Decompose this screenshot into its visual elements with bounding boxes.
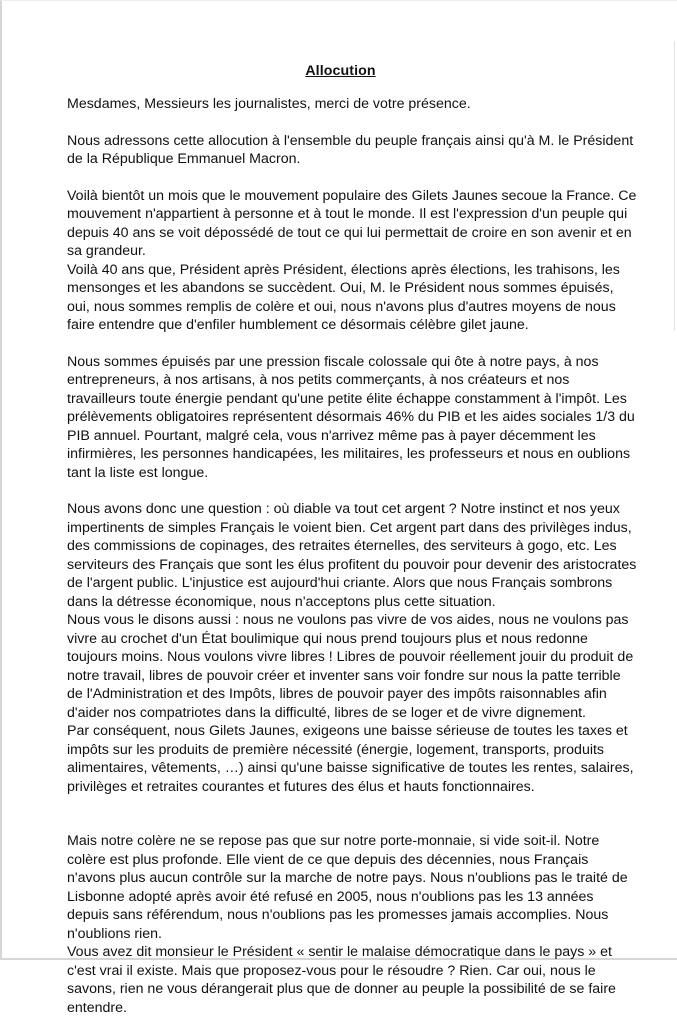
text-line: Mais notre colère ne se repose pas que sur notre porte-monnaie, si vide soit-il. Notre: [67, 832, 667, 851]
text-line: Voilà 40 ans que, Président après Président, élections après élections, les trahisons, les: [67, 261, 667, 280]
text-line: savons, rien ne vous dérangerait plus que de donner au peuple la possibilité de se faire: [67, 980, 667, 999]
text-line: Nous vous le disons aussi : nous ne voulons pas vivre de vos aides, nous ne voulons pas: [67, 611, 667, 630]
text-line: entendre.: [67, 999, 667, 1017]
text-line: mensonges et les abandons se succèdent. Oui, M. le Président nous sommes épuisés,: [67, 279, 667, 298]
paragraph-greeting: [67, 95, 667, 114]
text-line: dans la détresse économique, nous n'acceptons plus cette situation.: [67, 593, 667, 612]
text-line: impertinents de simples Français le voient bien. Cet argent part dans des privilèges indus,: [67, 519, 667, 538]
text-line: vivre au crochet d'un État boulimique qui nous prend toujours plus et nous redonne: [67, 630, 667, 649]
text-line: Vous avez dit monsieur le Président « sentir le malaise démocratique dans le pays » et: [67, 943, 667, 962]
text-line: Mesdames, Messieurs les journalistes, merci de votre présence.: [67, 95, 667, 114]
text-line: Voilà bientôt un mois que le mouvement populaire des Gilets Jaunes secoue la France. Ce: [67, 187, 667, 206]
text-line: n'oublions rien.: [67, 925, 667, 944]
text-line: de l'argent public. L'injustice est aujourd'hui criante. Alors que nous Français sombrons: [67, 574, 667, 593]
text-line: serviteurs des Français que sont les élus profitent du pouvoir pour devenir des aristocrates: [67, 556, 667, 575]
document-title: Allocution: [2, 63, 677, 79]
text-line: tant la liste est longue.: [67, 464, 667, 483]
text-line: impôts sur les produits de première nécessité (énergie, logement, transports, produits: [67, 741, 667, 760]
document-body: [67, 95, 667, 1017]
paragraph-fiscal-pressure: [67, 353, 667, 483]
text-line: Nous avons donc une question : où diable va tout cet argent ? Notre instinct et nos yeux: [67, 500, 667, 519]
text-line: privilèges et retraites courantes et futures des élus et hauts fonctionnaires.: [67, 778, 667, 797]
text-line: notre travail, libres de pouvoir créer et inventer sans voir fondre sur nous la patte terrible: [67, 667, 667, 686]
text-line: alimentaires, vêtements, …) ainsi qu'une baisse significative de toutes les rentes, salaires,: [67, 759, 667, 778]
paragraph-democracy: [67, 832, 667, 1017]
text-line: Par conséquent, nous Gilets Jaunes, exigeons une baisse sérieuse de toutes les taxes et: [67, 722, 667, 741]
text-line: des commissions de copinages, des retraites éternelles, des serviteurs à gogo, etc. Les: [67, 537, 667, 556]
text-line: prélèvements obligatoires représentent désormais 46% du PIB et les aides sociales 1/3 du: [67, 408, 667, 427]
text-line: travailleurs toute énergie pendant qu'une petite élite échappe constamment à l'impôt. Les: [67, 390, 667, 409]
text-line: de l'Administration et des Impôts, libres de pouvoir payer des impôts raisonnables afin: [67, 685, 667, 704]
text-line: depuis sans référendum, nous n'oublions pas les promesses jamais accomplies. Nous: [67, 906, 667, 925]
text-line: n'avons plus aucun contrôle sur la marche de notre pays. Nous n'oublions pas le traité de: [67, 869, 667, 888]
text-line: toujours moins. Nous voulons vivre libres ! Libres de pouvoir réellement jouir du produit de: [67, 648, 667, 667]
text-line: Nous sommes épuisés par une pression fiscale colossale qui ôte à notre pays, à nos: [67, 353, 667, 372]
text-line: entrepreneurs, à nos artisans, à nos petits commerçants, à nos créateurs et nos: [67, 371, 667, 390]
text-line: de la République Emmanuel Macron.: [67, 150, 667, 169]
text-line: Lisbonne adopté après avoir été refusé en 2005, nous n'oublions pas les 13 années: [67, 888, 667, 907]
text-line: oui, nous sommes remplis de colère et oui, nous n'avons plus d'autres moyens de nous: [67, 298, 667, 317]
paragraph-demands: [67, 500, 667, 796]
text-line: colère est plus profonde. Elle vient de ce que depuis des décennies, nous Français: [67, 851, 667, 870]
paragraph-movement: [67, 187, 667, 335]
text-line: d'aider nos compatriotes dans la difficulté, libres de se loger et de vivre dignement.: [67, 704, 667, 723]
paragraph-address: [67, 132, 667, 169]
text-line: c'est vrai il existe. Mais que proposez-vous pour le résoudre ? Rien. Car oui, nous le: [67, 962, 667, 981]
text-line: mouvement n'appartient à personne et à tout le monde. Il est l'expression d'un peuple qui: [67, 205, 667, 224]
text-line: Nous adressons cette allocution à l'ensemble du peuple français ainsi qu'à M. le Président: [67, 132, 667, 151]
text-line: sa grandeur.: [67, 242, 667, 261]
text-line: depuis 40 ans se voit dépossédé de tout ce qui lui permettait de croire en son avenir et en: [67, 224, 667, 243]
text-line: infirmières, les personnes handicapées, les militaires, les professeurs et nous en oublions: [67, 445, 667, 464]
text-line: faire entendre que d'enfiler humblement ce désormais célèbre gilet jaune.: [67, 316, 667, 335]
text-line: PIB annuel. Pourtant, malgré cela, vous n'arrivez même pas à payer décemment les: [67, 427, 667, 446]
